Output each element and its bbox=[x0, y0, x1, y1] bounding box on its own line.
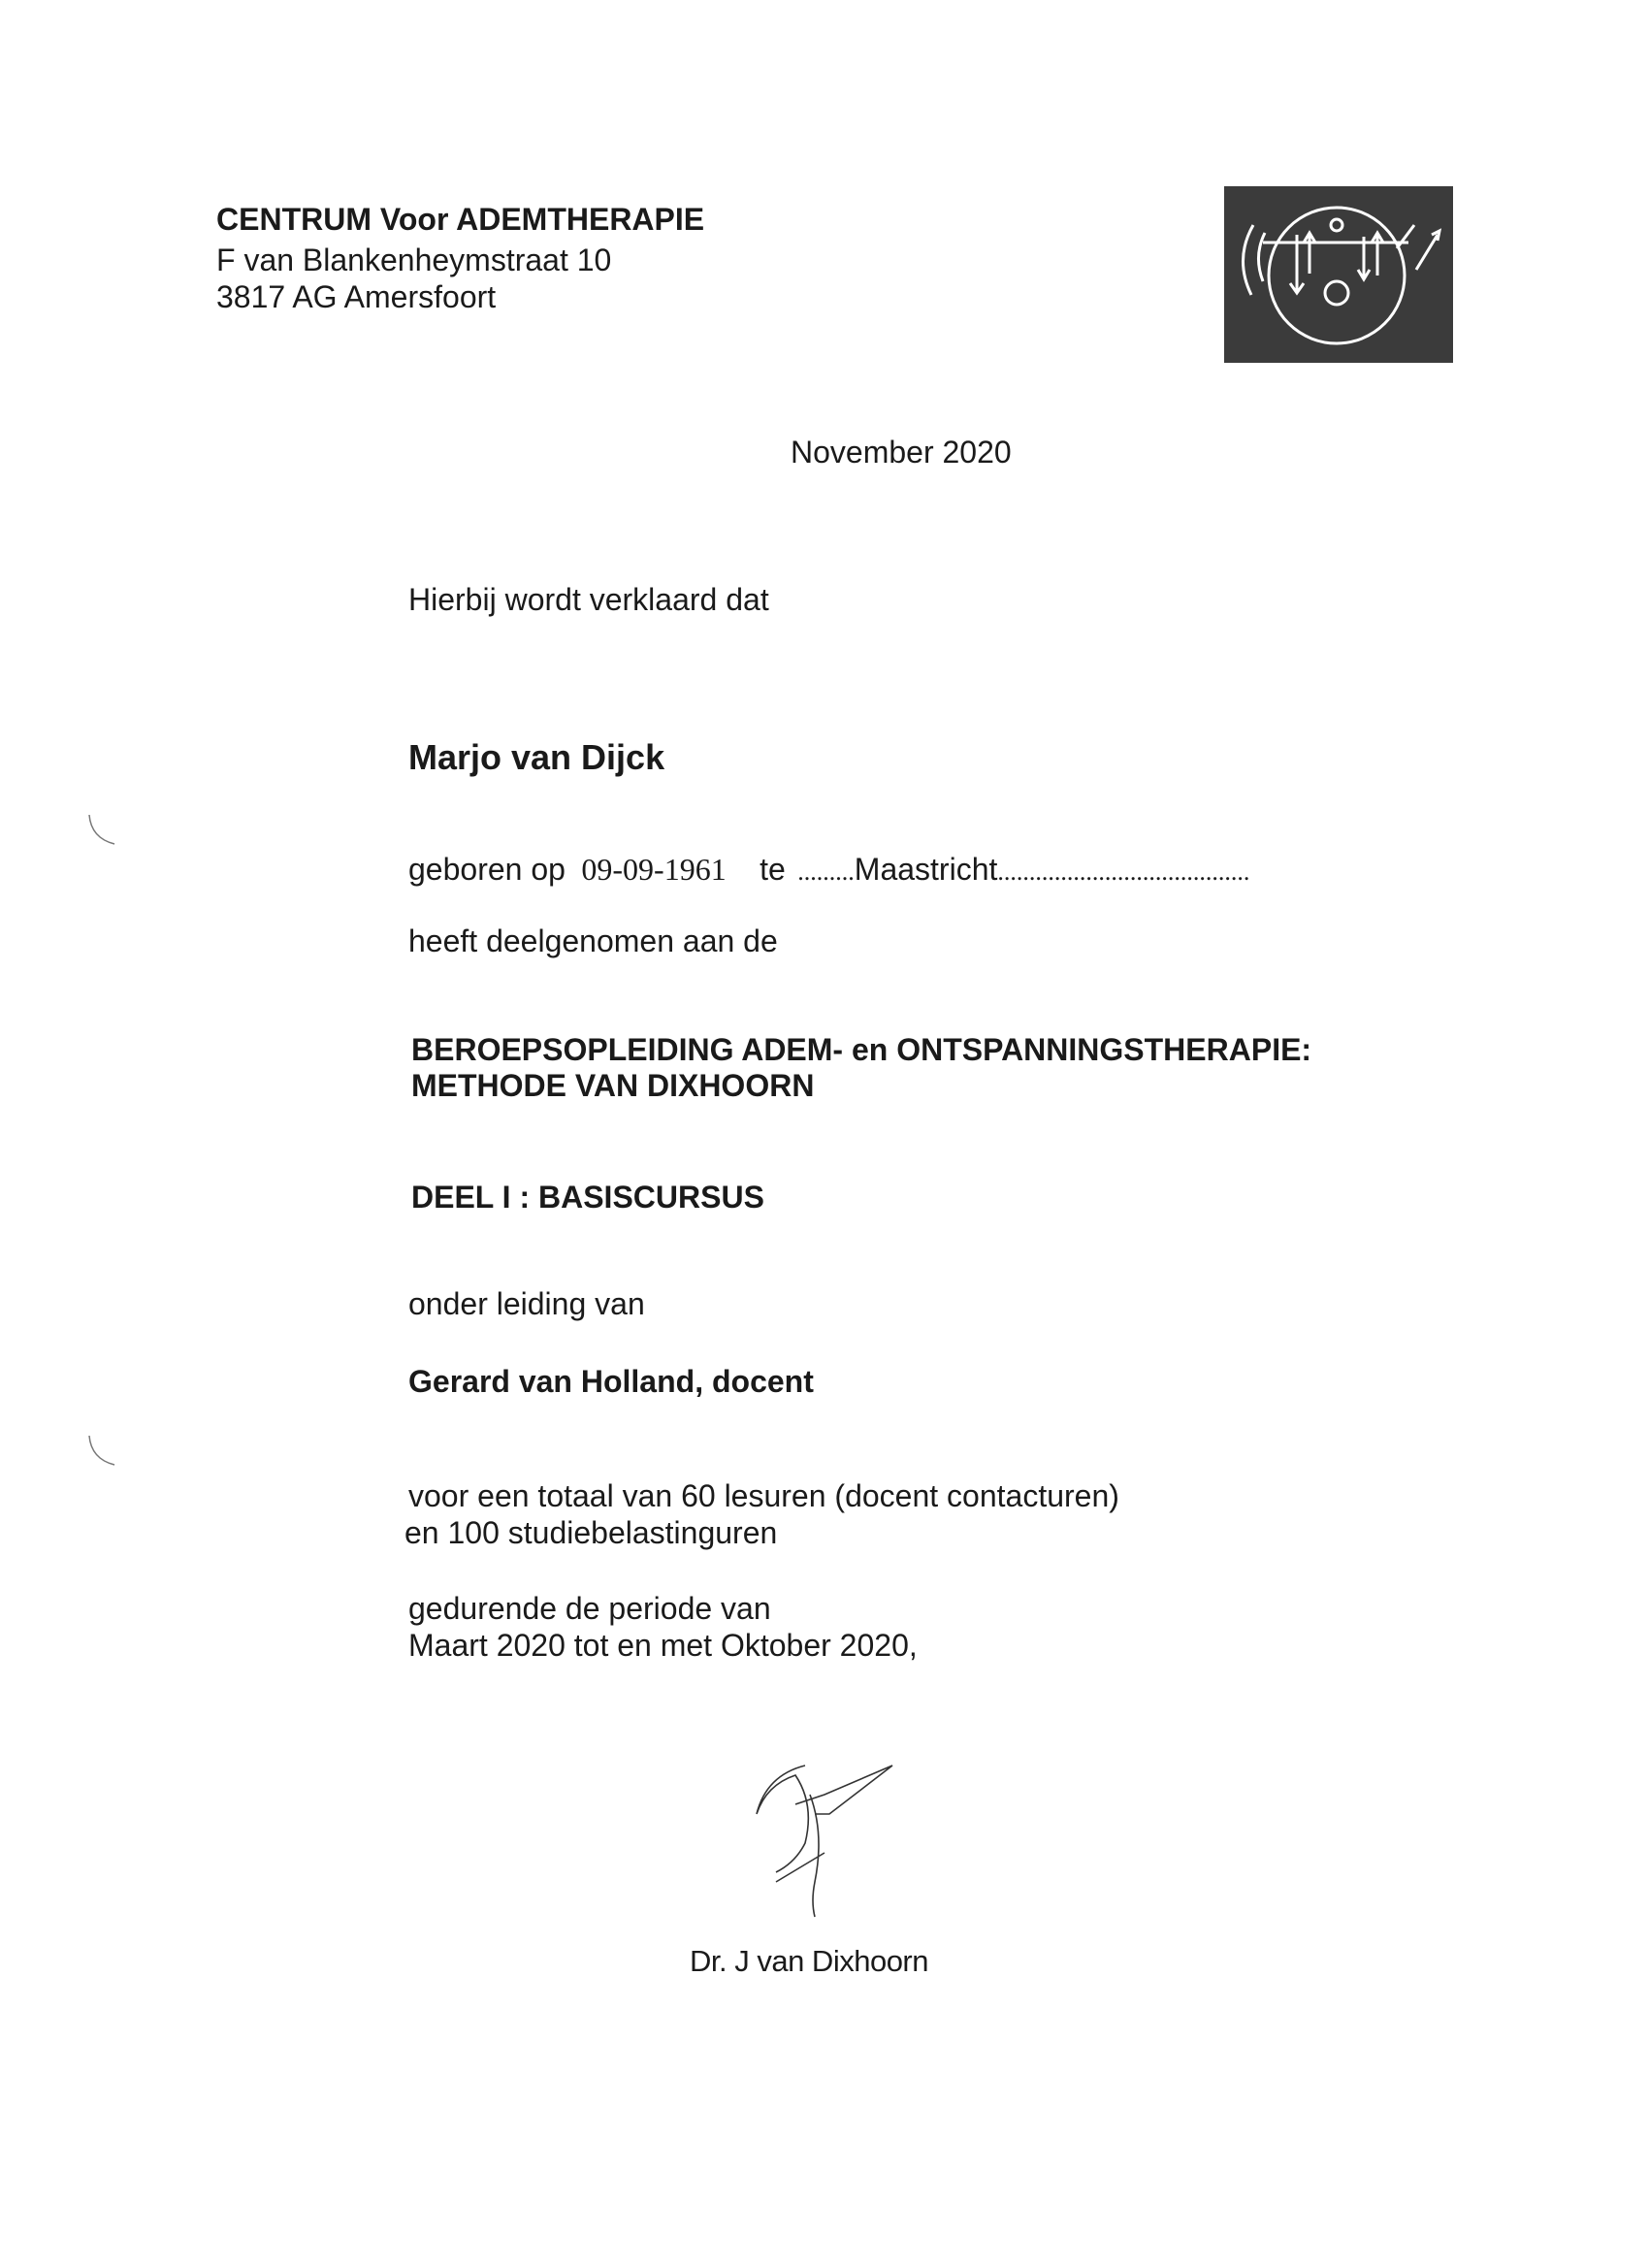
intro-text: Hierbij wordt verklaard dat bbox=[408, 582, 769, 617]
period-line1: gedurende de periode van bbox=[408, 1591, 771, 1626]
document-date: November 2020 bbox=[791, 435, 1012, 470]
birth-place: Maastricht bbox=[854, 852, 998, 887]
birth-date: 09-09-1961 bbox=[581, 852, 727, 887]
birth-leading-dots: ......... bbox=[797, 858, 855, 886]
course-title-line2: METHODE VAN DIXHOORN bbox=[411, 1068, 815, 1103]
participation-text: heeft deelgenomen aan de bbox=[408, 923, 778, 958]
breathing-logo-icon bbox=[1224, 186, 1453, 363]
punch-hole-mark-top bbox=[83, 811, 122, 850]
course-title-line1: BEROEPSOPLEIDING ADEM- en ONTSPANNINGSTHERAPIE: bbox=[411, 1032, 1312, 1067]
birth-trailing-dots: ........................................ bbox=[997, 858, 1250, 886]
recipient-name: Marjo van Dijck bbox=[408, 737, 665, 777]
teacher-name: Gerard van Holland, docent bbox=[408, 1364, 814, 1399]
organization-street: F van Blankenheymstraat 10 bbox=[216, 243, 612, 277]
organization-name: CENTRUM Voor ADEMTHERAPIE bbox=[216, 202, 705, 237]
organization-postal-city: 3817 AG Amersfoort bbox=[216, 279, 497, 314]
birth-label: geboren op bbox=[408, 852, 566, 887]
signature-icon bbox=[737, 1746, 912, 1921]
punch-hole-mark-bottom bbox=[83, 1432, 122, 1471]
hours-line1: voor een totaal van 60 lesuren (docent contacturen) bbox=[408, 1478, 1119, 1513]
hours-line2: en 100 studiebelastinguren bbox=[404, 1515, 778, 1550]
course-part: DEEL I : BASISCURSUS bbox=[411, 1180, 764, 1215]
period-line2: Maart 2020 tot en met Oktober 2020, bbox=[408, 1628, 918, 1663]
birth-line bbox=[408, 852, 1249, 888]
birth-place-label: te bbox=[760, 852, 786, 887]
guidance-text: onder leiding van bbox=[408, 1286, 645, 1321]
signatory-name: Dr. J van Dixhoorn bbox=[690, 1944, 928, 1978]
